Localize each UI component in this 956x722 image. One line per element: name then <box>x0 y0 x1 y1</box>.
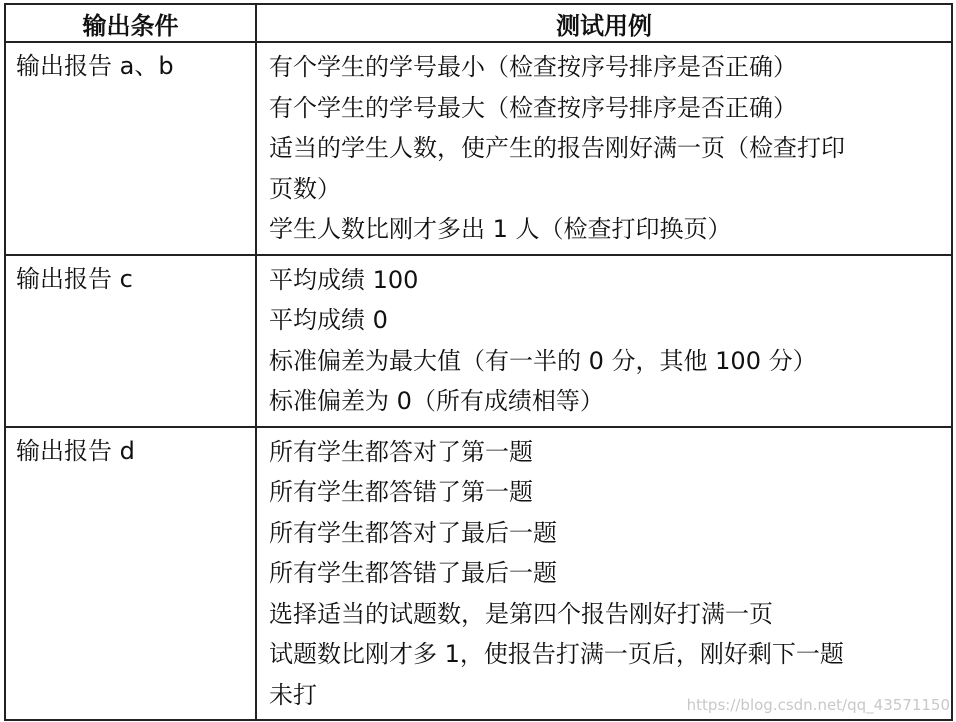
case-line: 平均成绩 100 <box>269 265 419 294</box>
table-row <box>5 42 952 255</box>
case-line: 适当的学生人数，使产生的报告刚好满一页（检查打印 <box>269 134 845 162</box>
case-line: 选择适当的试题数，是第四个报告刚好打满一页 <box>269 599 773 628</box>
cases-cell <box>256 427 952 721</box>
case-line: 所有学生都答错了第一题 <box>269 478 533 506</box>
cases-cell <box>256 42 952 255</box>
case-line: 平均成绩 0 <box>269 306 388 334</box>
watermark-text: https://blog.csdn.net/qq_43571150 <box>686 696 950 714</box>
case-line: 有个学生的学号最小（检查按序号排序是否正确） <box>269 53 797 81</box>
case-line: 所有学生都答错了最后一题 <box>269 559 557 587</box>
condition-cell: 输出报告 a、b <box>5 42 256 255</box>
test-case-table <box>4 3 953 721</box>
case-line: 试题数比刚才多 1，使报告打满一页后，刚好剩下一题 <box>269 640 844 668</box>
case-line: 页数） <box>269 174 341 203</box>
header-row <box>5 4 952 42</box>
case-line: 标准偏差为最大值（有一半的 0 分，其他 100 分） <box>269 346 817 375</box>
case-line: 未打 <box>269 680 317 709</box>
cases-cell <box>256 255 952 427</box>
case-line: 学生人数比刚才多出 1 人（检查打印换页） <box>269 215 732 243</box>
case-line: 所有学生都答对了第一题 <box>269 437 533 466</box>
case-line: 标准偏差为 0（所有成绩相等） <box>269 387 604 415</box>
header-condition: 输出条件 <box>5 4 256 42</box>
case-line: 有个学生的学号最大（检查按序号排序是否正确） <box>269 93 797 122</box>
table-row <box>5 255 952 427</box>
condition-cell: 输出报告 c <box>5 255 256 427</box>
header-cases: 测试用例 <box>256 4 952 42</box>
case-line: 所有学生都答对了最后一题 <box>269 518 557 547</box>
table-row <box>5 427 952 721</box>
condition-cell: 输出报告 d <box>5 427 256 721</box>
